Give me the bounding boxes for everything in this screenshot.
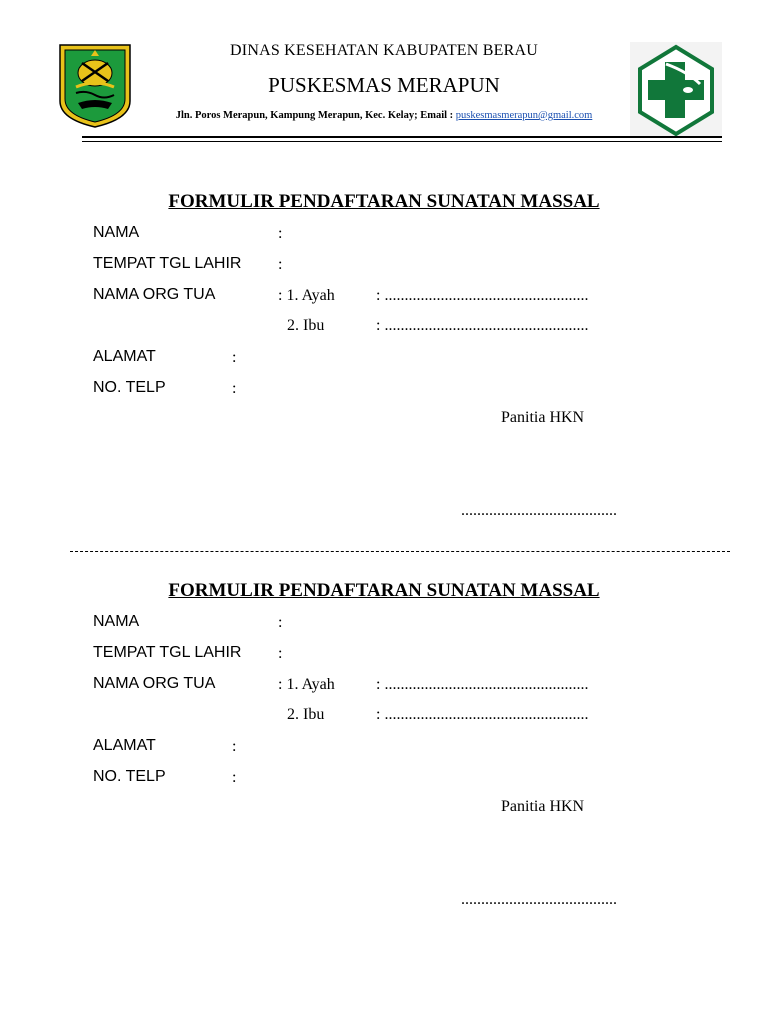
committee-label: Panitia HKN (501, 409, 585, 426)
birth-field[interactable]: : (278, 645, 283, 662)
form-title: FORMULIR PENDAFTARAN SUNATAN MASSAL (168, 191, 600, 212)
registration-form (0, 580, 768, 960)
birth-label: TEMPAT TGL LAHIR (93, 644, 242, 661)
signature-line[interactable]: ....................................... (461, 502, 617, 519)
header-divider-thick (82, 136, 722, 138)
address-field[interactable]: : (232, 738, 237, 755)
address-line (0, 110, 768, 121)
form-title: FORMULIR PENDAFTARAN SUNATAN MASSAL (168, 580, 600, 601)
birth-field[interactable]: : (278, 256, 283, 273)
cut-line (70, 551, 730, 552)
header-divider-thin (82, 141, 722, 142)
father-label: : 1. Ayah (278, 676, 335, 693)
name-label: NAMA (93, 613, 140, 630)
birth-label: TEMPAT TGL LAHIR (93, 255, 242, 272)
organization-name: PUSKESMAS MERAPUN (268, 73, 500, 97)
mother-field[interactable]: : ................................................... (376, 317, 589, 334)
name-field[interactable]: : (278, 614, 283, 631)
signature-line[interactable]: ....................................... (461, 891, 617, 908)
address-text: Jln. Poros Merapun, Kampung Merapun, Kec. Kelay; Email : (175, 110, 454, 121)
mother-label: 2. Ibu (287, 317, 325, 334)
father-label: : 1. Ayah (278, 287, 335, 304)
phone-label: NO. TELP (93, 768, 166, 785)
agency-name: DINAS KESEHATAN KABUPATEN BERAU (230, 42, 538, 59)
committee-label: Panitia HKN (501, 798, 585, 815)
father-field[interactable]: : ................................................... (376, 676, 589, 693)
parents-label: NAMA ORG TUA (93, 675, 216, 692)
name-field[interactable]: : (278, 225, 283, 242)
address-label: ALAMAT (93, 737, 156, 754)
phone-label: NO. TELP (93, 379, 166, 396)
father-field[interactable]: : ................................................... (376, 287, 589, 304)
registration-form (0, 191, 768, 571)
address-label: ALAMAT (93, 348, 156, 365)
mother-field[interactable]: : ................................................... (376, 706, 589, 723)
address-field[interactable]: : (232, 349, 237, 366)
parents-label: NAMA ORG TUA (93, 286, 216, 303)
name-label: NAMA (93, 224, 140, 241)
phone-field[interactable]: : (232, 380, 237, 397)
mother-label: 2. Ibu (287, 706, 325, 723)
phone-field[interactable]: : (232, 769, 237, 786)
email-link[interactable]: puskesmasmerapun@gmail.com (455, 110, 593, 121)
